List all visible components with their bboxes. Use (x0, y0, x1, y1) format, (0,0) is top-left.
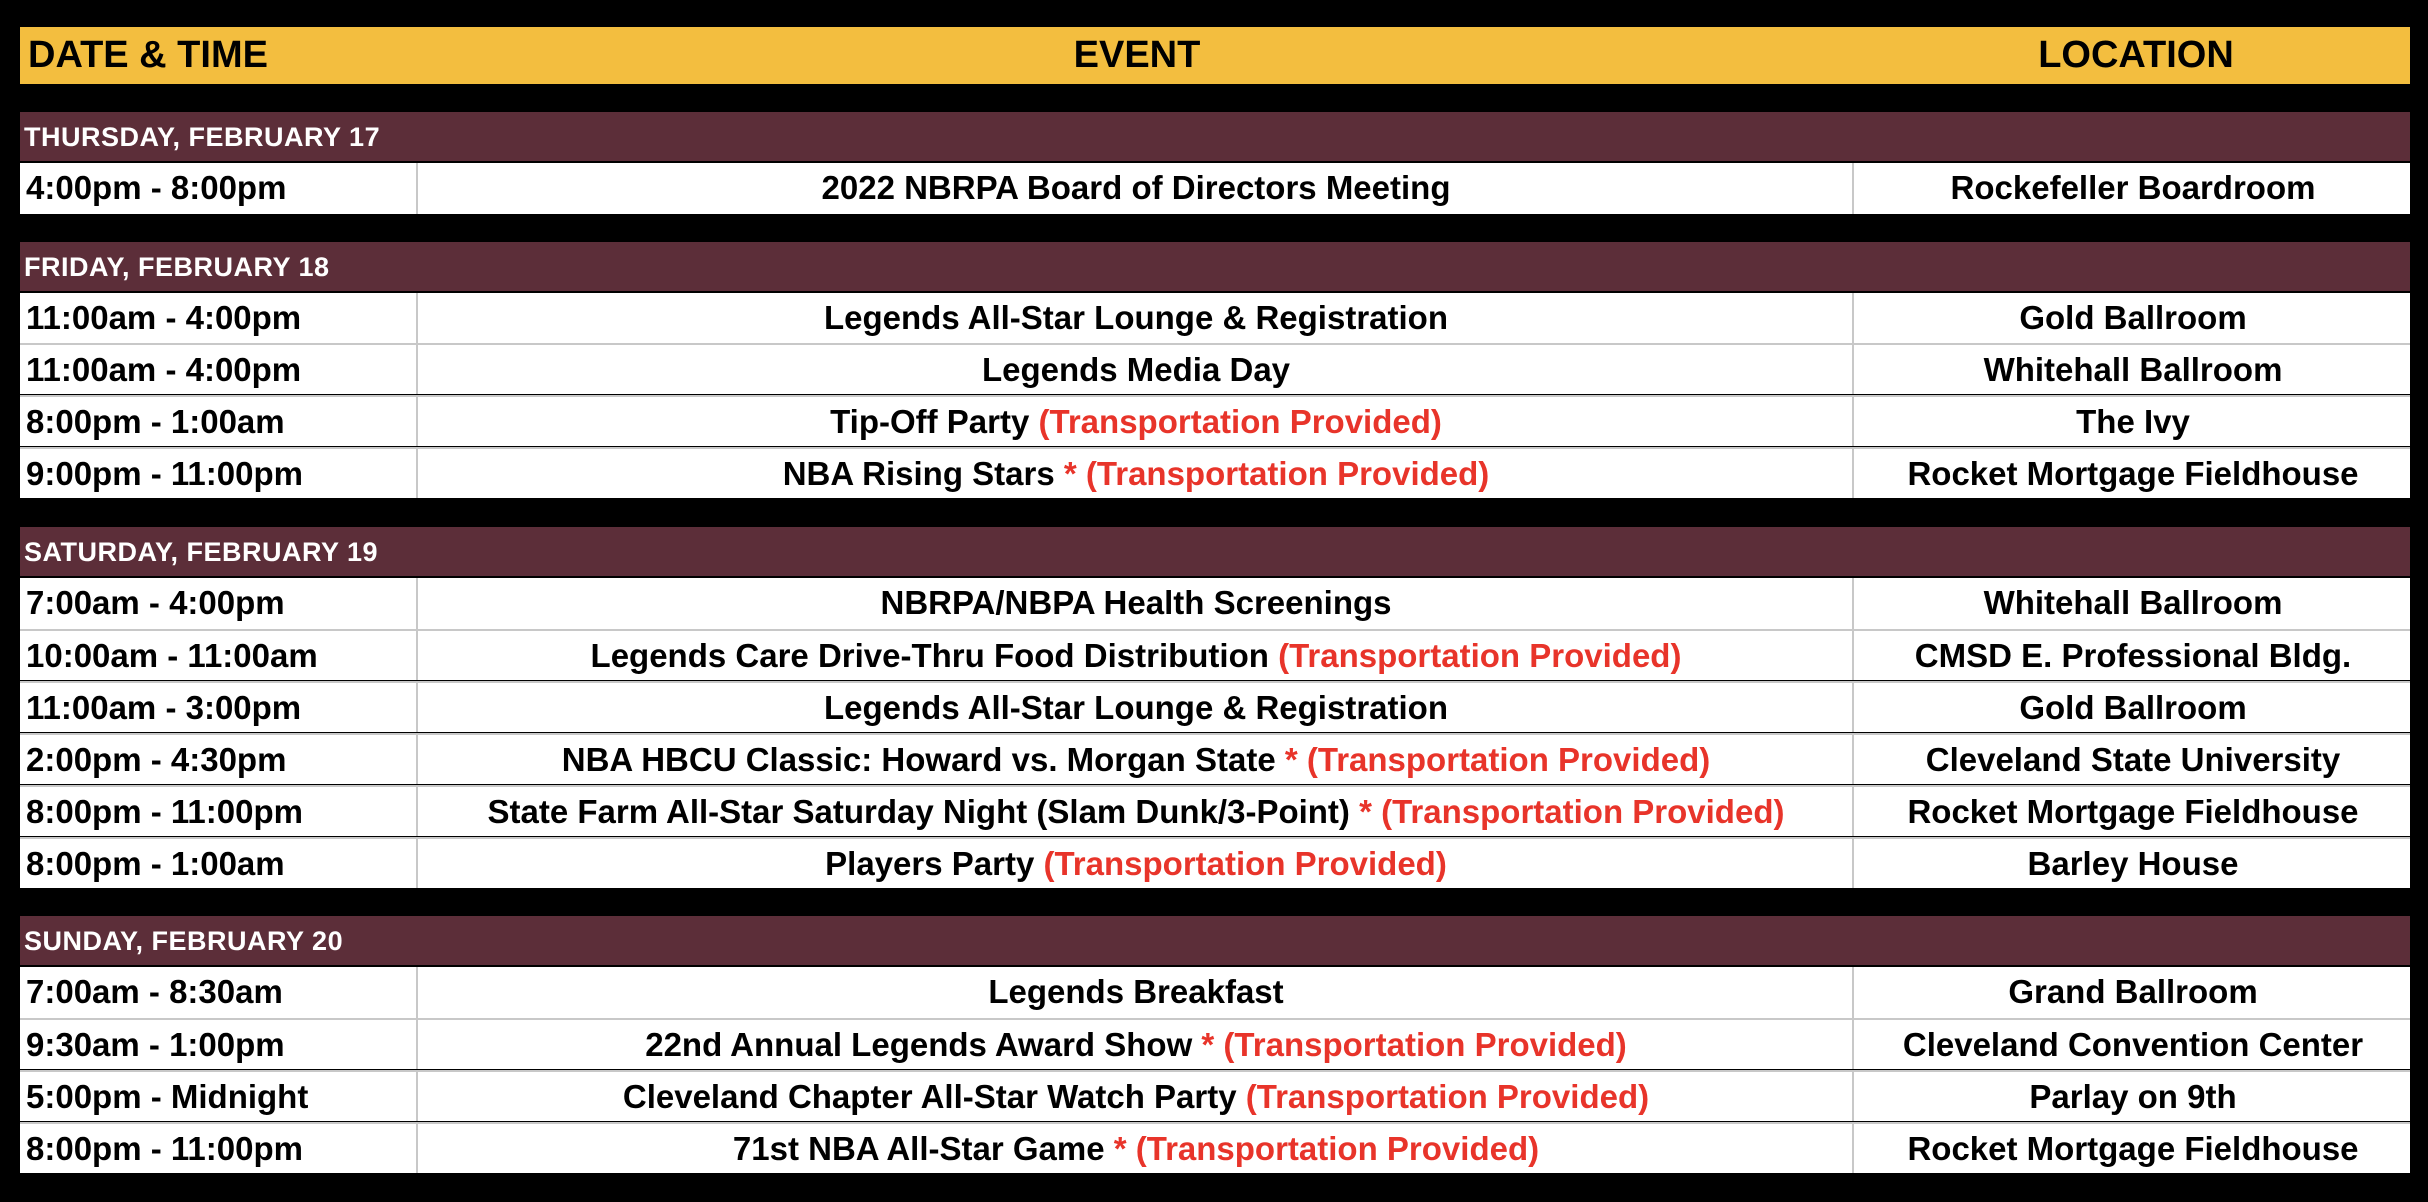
event-cell (420, 839, 1854, 888)
event-name: Legends All-Star Lounge & Registration (824, 299, 1448, 336)
transport-note: * (Transportation Provided) (1284, 741, 1711, 778)
transport-note: (Transportation Provided) (1043, 845, 1447, 882)
table-row (20, 1070, 2410, 1121)
table-row (20, 1122, 2410, 1173)
location-cell: Whitehall Ballroom (1983, 351, 2283, 388)
time-cell: 7:00am - 8:30am (20, 967, 418, 1018)
day-header-friday: FRIDAY, FEBRUARY 18 (20, 242, 2410, 291)
event-name: State Farm All-Star Saturday Night (Slam Dunk/3-Point) (487, 793, 1360, 830)
table-row (20, 1018, 2410, 1069)
day-header-thursday: THURSDAY, FEBRUARY 17 (20, 112, 2410, 161)
event-name: Legends Care Drive-Thru Food Distribution (590, 637, 1279, 674)
event-cell (420, 787, 1854, 836)
event-cell (420, 735, 1854, 784)
event-name: Legends All-Star Lounge & Registration (824, 689, 1448, 726)
time-cell: 4:00pm - 8:00pm (20, 163, 418, 214)
event-name: NBA HBCU Classic: Howard vs. Morgan State (561, 741, 1285, 778)
time-cell: 11:00am - 3:00pm (20, 683, 418, 732)
location-cell: The Ivy (2076, 403, 2190, 440)
time-cell: 11:00am - 4:00pm (20, 293, 418, 344)
header-event: EVENT (1073, 34, 1201, 76)
event-name: Legends Breakfast (988, 973, 1284, 1010)
location-cell: Rocket Mortgage Fieldhouse (1907, 1130, 2359, 1167)
location-cell: CMSD E. Professional Bldg. (1914, 637, 2352, 674)
location-cell: Whitehall Ballroom (1983, 584, 2283, 621)
transport-note: * (Transportation Provided) (1201, 1026, 1627, 1063)
event-name: 71st NBA All-Star Game (732, 1130, 1114, 1167)
event-name: NBRPA/NBPA Health Screenings (880, 584, 1392, 621)
location-cell: Gold Ballroom (2019, 299, 2247, 336)
location-cell: Cleveland Convention Center (1902, 1026, 2364, 1063)
location-cell: Rocket Mortgage Fieldhouse (1907, 793, 2359, 830)
header-location: LOCATION (2038, 34, 2234, 76)
transport-note: * (Transportation Provided) (1359, 793, 1785, 830)
table-header (20, 27, 2410, 84)
event-cell (420, 397, 1854, 446)
transport-note: (Transportation Provided) (1245, 1078, 1650, 1115)
table-row (20, 733, 2410, 784)
event-cell (420, 293, 1854, 344)
time-cell: 11:00am - 4:00pm (20, 345, 418, 394)
event-cell (420, 967, 1854, 1018)
table-row (20, 785, 2410, 836)
table-row (20, 681, 2410, 732)
transport-note: (Transportation Provided) (1278, 637, 1682, 674)
location-cell: Barley House (2027, 845, 2239, 882)
event-name: Legends Media Day (981, 351, 1291, 388)
location-cell: Grand Ballroom (2008, 973, 2258, 1010)
event-cell (420, 1124, 1854, 1173)
event-name: Cleveland Chapter All-Star Watch Party (622, 1078, 1246, 1115)
event-name: Tip-Off Party (830, 403, 1039, 440)
event-cell (420, 449, 1854, 498)
event-cell (420, 1072, 1854, 1121)
table-row (20, 163, 2410, 214)
event-name: Players Party (825, 845, 1044, 882)
time-cell: 8:00pm - 1:00am (20, 397, 418, 446)
time-cell: 9:00pm - 11:00pm (20, 449, 418, 498)
table-row (20, 447, 2410, 498)
time-cell: 8:00pm - 1:00am (20, 839, 418, 888)
day-header-sunday: SUNDAY, FEBRUARY 20 (20, 916, 2410, 965)
location-cell: Gold Ballroom (2019, 689, 2247, 726)
time-cell: 9:30am - 1:00pm (20, 1020, 418, 1069)
table-row (20, 578, 2410, 629)
event-cell (420, 1020, 1854, 1069)
transport-note: (Transportation Provided) (1038, 403, 1442, 440)
location-cell: Parlay on 9th (2029, 1078, 2237, 1115)
transport-note: * (Transportation Provided) (1063, 455, 1490, 492)
event-cell (420, 683, 1854, 732)
location-cell: Rockefeller Boardroom (1950, 169, 2316, 206)
table-row (20, 629, 2410, 680)
time-cell: 7:00am - 4:00pm (20, 578, 418, 629)
location-cell: Rocket Mortgage Fieldhouse (1907, 455, 2359, 492)
day-header-saturday: SATURDAY, FEBRUARY 19 (20, 527, 2410, 576)
table-row (20, 395, 2410, 446)
event-name: 22nd Annual Legends Award Show (645, 1026, 1202, 1063)
event-cell (420, 631, 1854, 680)
event-cell (420, 163, 1854, 214)
table-row (20, 967, 2410, 1018)
time-cell: 2:00pm - 4:30pm (20, 735, 418, 784)
event-name: 2022 NBRPA Board of Directors Meeting (821, 169, 1451, 206)
location-cell: Cleveland State University (1925, 741, 2341, 778)
time-cell: 8:00pm - 11:00pm (20, 787, 418, 836)
time-cell: 5:00pm - Midnight (20, 1072, 418, 1121)
event-cell (420, 578, 1854, 629)
time-cell: 10:00am - 11:00am (20, 631, 418, 680)
header-date-time: DATE & TIME (28, 34, 268, 76)
table-row (20, 343, 2410, 394)
time-cell: 8:00pm - 11:00pm (20, 1124, 418, 1173)
event-cell (420, 345, 1854, 394)
table-row (20, 837, 2410, 888)
event-name: NBA Rising Stars (782, 455, 1064, 492)
table-row (20, 293, 2410, 344)
transport-note: * (Transportation Provided) (1113, 1130, 1540, 1167)
